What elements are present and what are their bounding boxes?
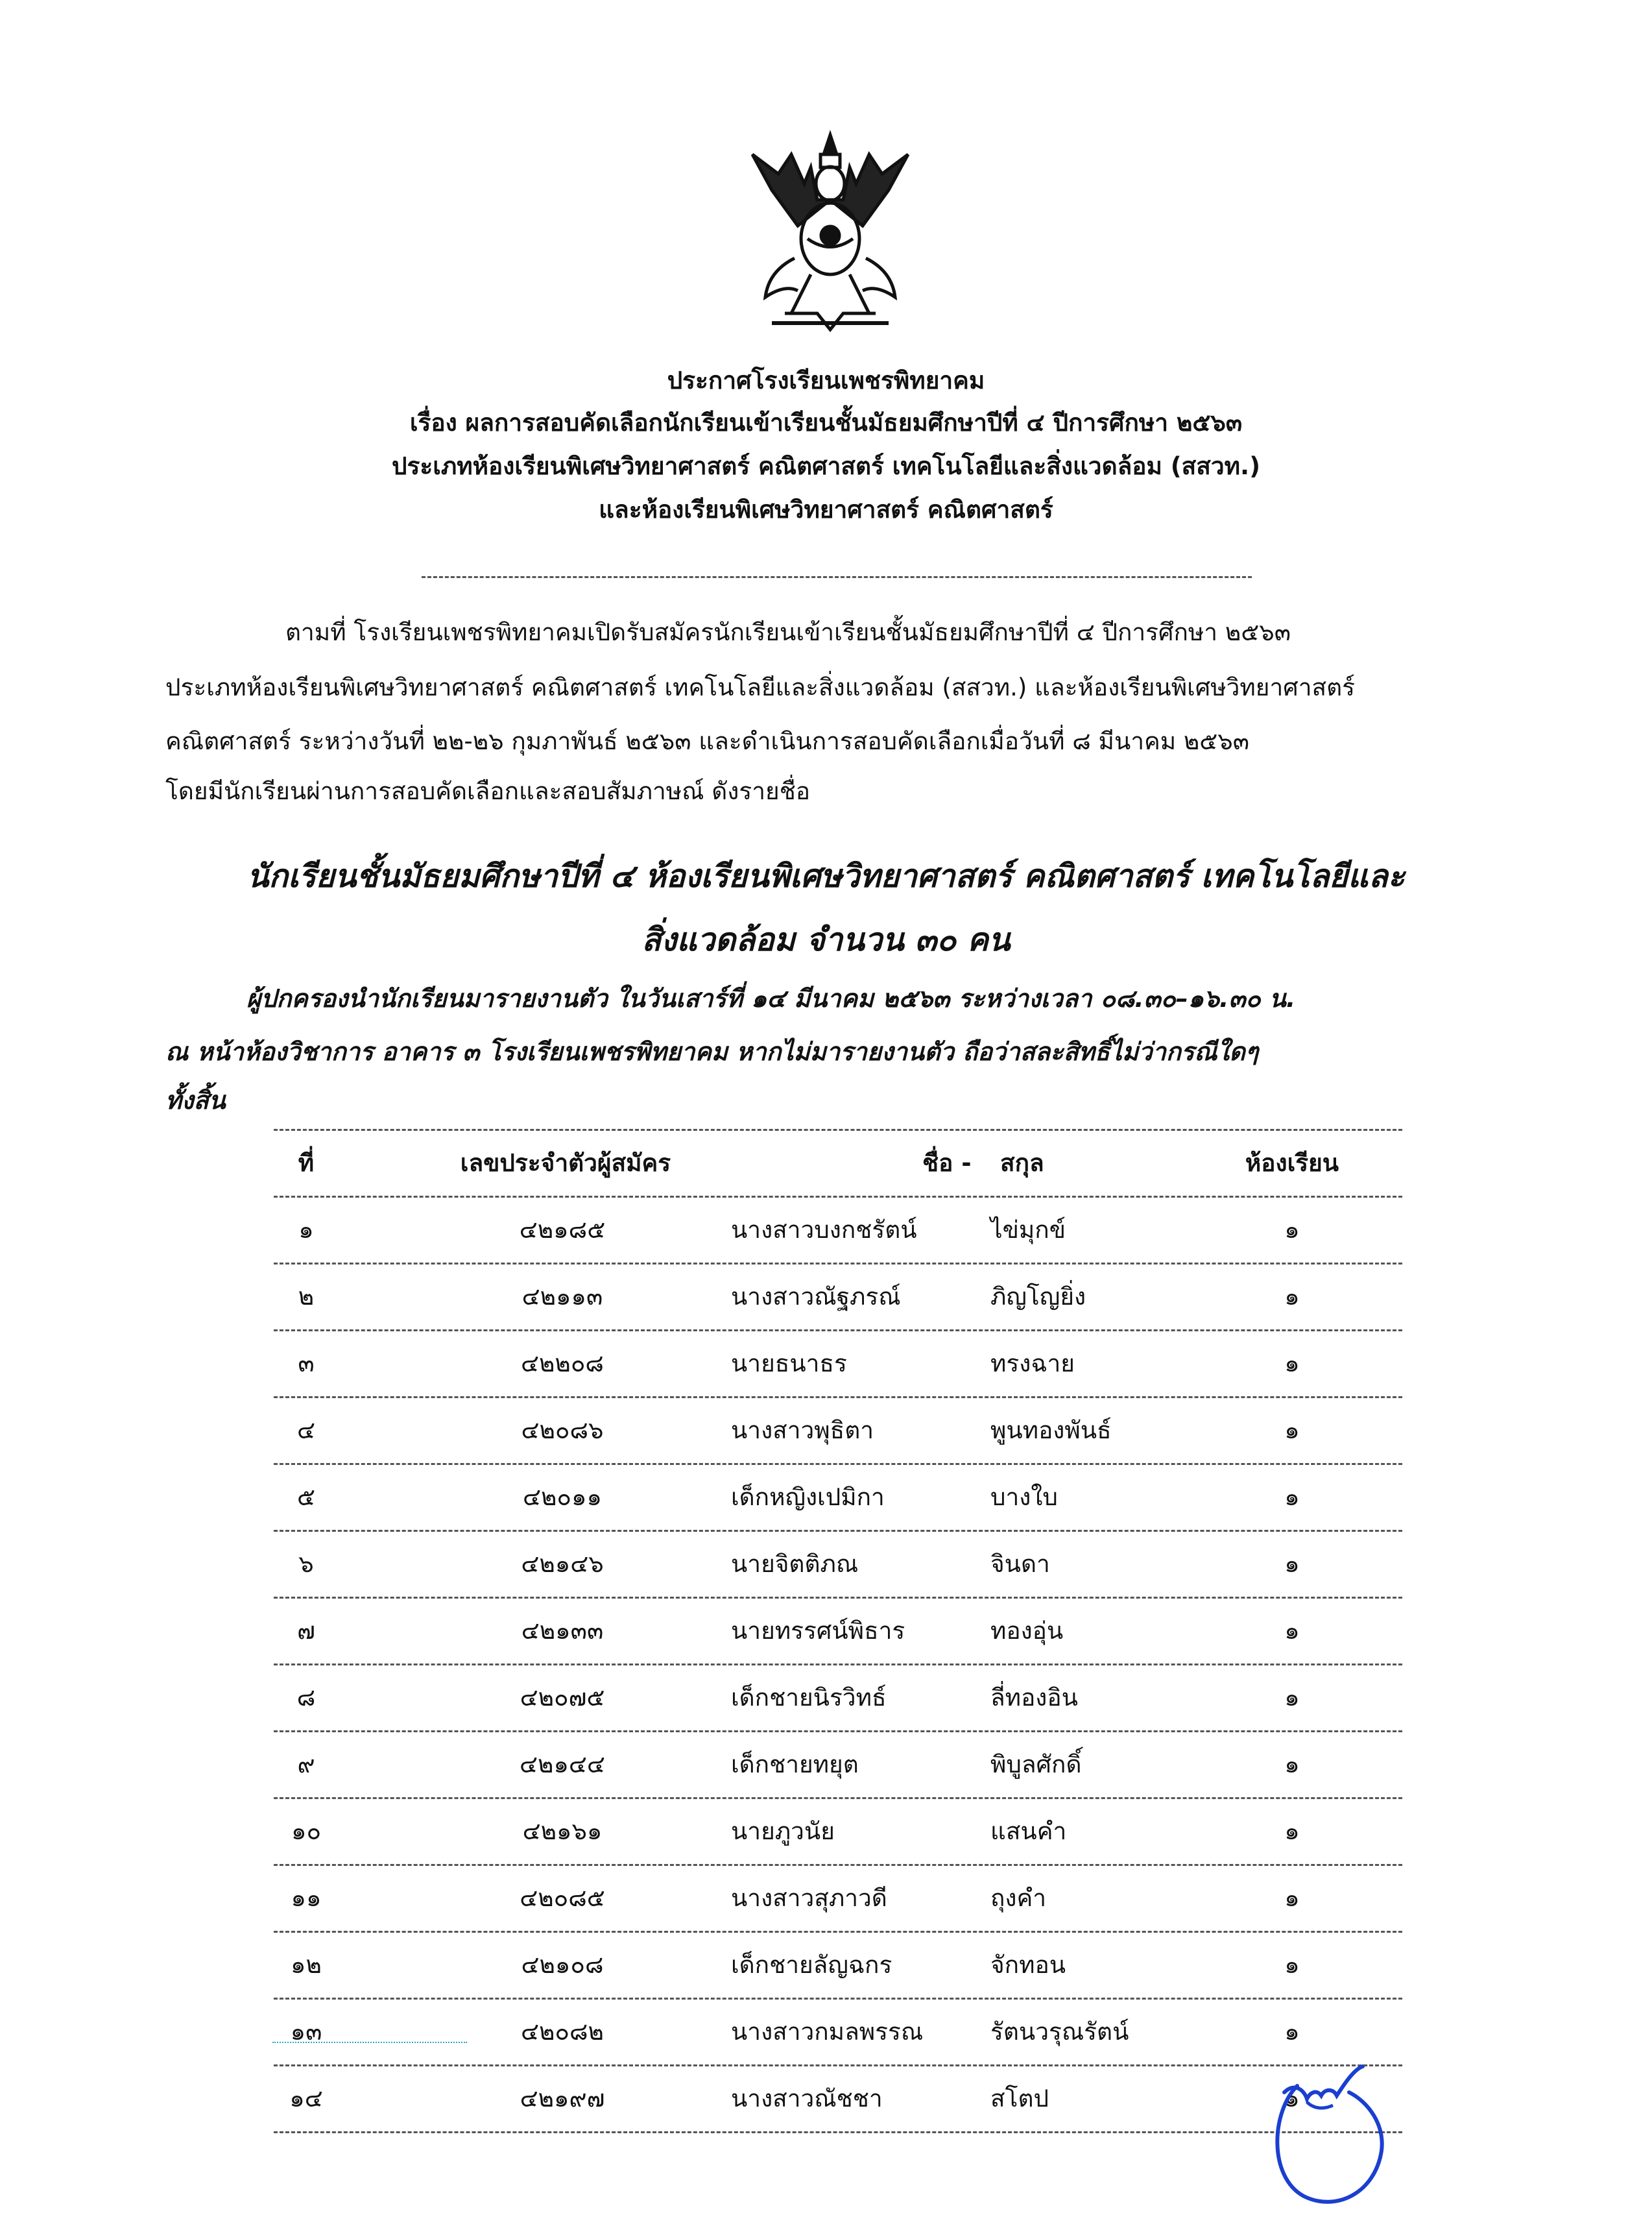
student-name: เด็กหญิงเปมิกา xyxy=(731,1483,885,1511)
subject-line: เรื่อง ผลการสอบคัดเลือกนักเรียนเข้าเรียนชั้นมัธยมศึกษาปีที่ ๔ ปีการศึกษา ๒๕๖๓ xyxy=(409,409,1243,437)
applicant-id: ๔๒๑๙๗ xyxy=(520,2085,605,2112)
student-surname: พูนทองพันธ์ xyxy=(990,1416,1112,1444)
results-table xyxy=(274,1129,1402,2133)
student-surname: พิบูลศักดิ์ xyxy=(990,1750,1082,1778)
student-name: นายทรรศน์พิธาร xyxy=(731,1617,905,1645)
applicant-id: ๔๒๒๐๘ xyxy=(521,1349,604,1377)
student-name: นายจิตติภณ xyxy=(731,1550,859,1578)
room-number: ๑ xyxy=(1284,1951,1300,1979)
row-number: ๕ xyxy=(296,1483,315,1511)
room-number: ๑ xyxy=(1284,1750,1300,1778)
table-row xyxy=(274,1933,1402,2000)
scan-mark xyxy=(272,2042,467,2043)
table-row xyxy=(274,1599,1402,1665)
body-line-1: ตามที่ โรงเรียนเพชรพิทยาคมเปิดรับสมัครนักเรียนเข้าเรียนชั้นมัธยมศึกษาปีที่ ๔ ปีการศึกษา ๒๕๖๓ xyxy=(285,618,1291,646)
applicant-id: ๔๒๐๘๒ xyxy=(521,2018,604,2046)
header-name: ชื่อ - xyxy=(922,1149,972,1177)
room-number: ๑ xyxy=(1284,1684,1300,1712)
program-line: ประเภทห้องเรียนพิเศษวิทยาศาสตร์ คณิตศาสตร์ เทคโนโลยีและสิ่งแวดล้อม (สสวท.) xyxy=(392,452,1260,480)
room-number: ๑ xyxy=(1284,2085,1300,2112)
room-number: ๑ xyxy=(1284,1550,1300,1578)
row-number: ๑๐ xyxy=(291,1817,322,1845)
body-line-3: คณิตศาสตร์ ระหว่างวันที่ ๒๒-๒๖ กุมภาพันธ์ ๒๕๖๓ และดำเนินการสอบคัดเลือกเมื่อวันที่ ๘ มีนาคม ๒๕๖๓ xyxy=(165,727,1250,755)
room-number: ๑ xyxy=(1284,1483,1300,1511)
header-room: ห้องเรียน xyxy=(1245,1149,1339,1177)
room-number: ๑ xyxy=(1284,1884,1300,1912)
table-row xyxy=(274,1732,1402,1799)
student-name: เด็กชายทยุต xyxy=(731,1750,859,1778)
row-number: ๑ xyxy=(298,1216,314,1244)
table-row xyxy=(274,2000,1402,2066)
student-surname: แสนคำ xyxy=(990,1817,1067,1845)
table-row xyxy=(274,1198,1402,1264)
student-surname: ลี่ทองอิน xyxy=(990,1684,1078,1712)
room-number: ๑ xyxy=(1284,2018,1300,2046)
header-divider xyxy=(422,576,1252,578)
signature-mark xyxy=(1258,2057,1420,2206)
applicant-id: ๔๒๐๑๑ xyxy=(523,1483,602,1511)
applicant-id: ๔๒๑๖๑ xyxy=(522,1817,603,1845)
row-number: ๗ xyxy=(297,1617,315,1645)
table-row xyxy=(274,1398,1402,1465)
room-number: ๑ xyxy=(1284,1416,1300,1444)
applicant-id: ๔๒๑๘๕ xyxy=(519,1216,606,1244)
student-name: เด็กชายลัญฉกร xyxy=(731,1951,892,1979)
applicant-id: ๔๒๑๑๓ xyxy=(521,1283,603,1311)
row-number: ๙ xyxy=(297,1750,315,1778)
row-number: ๖ xyxy=(298,1550,314,1578)
student-name: นายภูวนัย xyxy=(731,1817,835,1845)
student-surname: สโตป xyxy=(990,2085,1049,2112)
student-surname: จักทอน xyxy=(990,1951,1066,1979)
report-note-2: ณ หน้าห้องวิชาการ อาคาร ๓ โรงเรียนเพชรพิทยาคม หากไม่มารายงานตัว ถือว่าสละสิทธิ์ไม่ว่ากรณีใดๆ xyxy=(165,1037,1259,1066)
row-number: ๑๔ xyxy=(289,2085,323,2112)
student-name: นางสาวกมลพรรณ xyxy=(731,2018,924,2046)
student-surname: ไข่มุกข์ xyxy=(990,1216,1066,1244)
announcement-title: ประกาศโรงเรียนเพชรพิทยาคม xyxy=(667,367,985,394)
row-number: ๔ xyxy=(296,1416,315,1444)
room-number: ๑ xyxy=(1284,1216,1300,1244)
table-row xyxy=(274,2066,1402,2133)
student-surname: ถุงคำ xyxy=(990,1884,1046,1912)
student-name: นางสาวบงกชรัตน์ xyxy=(731,1216,917,1244)
student-surname: ภิญโญยิ่ง xyxy=(990,1283,1086,1311)
table-header xyxy=(274,1129,1402,1198)
student-name: นายธนาธร xyxy=(731,1349,847,1377)
room-number: ๑ xyxy=(1284,1617,1300,1645)
student-name: นางสาวณัฐภรณ์ xyxy=(731,1283,901,1311)
room-number: ๑ xyxy=(1284,1283,1300,1311)
row-number: ๒ xyxy=(298,1283,315,1311)
applicant-id: ๔๒๑๔๔ xyxy=(520,1750,605,1778)
row-number: ๑๒ xyxy=(291,1951,322,1979)
header-applicant-id: เลขประจำตัวผู้สมัคร xyxy=(460,1149,671,1177)
student-name: นางสาวสุภาวดี xyxy=(731,1884,887,1912)
row-number: ๑๑ xyxy=(291,1884,322,1912)
section-title-2: สิ่งแวดล้อม จำนวน ๓๐ คน xyxy=(641,921,1011,958)
applicant-id: ๔๒๑๐๘ xyxy=(521,1951,604,1979)
student-surname: ทองอุ่น xyxy=(990,1617,1064,1645)
student-name: นางสาวณัชชา xyxy=(731,2085,883,2112)
body-line-4: โดยมีนักเรียนผ่านการสอบคัดเลือกและสอบสัมภาษณ์ ดังรายชื่อ xyxy=(165,777,811,805)
applicant-id: ๔๒๐๘๖ xyxy=(521,1416,604,1444)
table-row xyxy=(274,1866,1402,1933)
row-number: ๘ xyxy=(296,1684,316,1712)
applicant-id: ๔๒๑๔๖ xyxy=(521,1550,604,1578)
applicant-id: ๔๒๑๓๓ xyxy=(521,1617,604,1645)
room-number: ๑ xyxy=(1284,1349,1300,1377)
table-row xyxy=(274,1665,1402,1732)
student-surname: รัตนวรุณรัตน์ xyxy=(990,2018,1129,2046)
table-row xyxy=(274,1532,1402,1599)
program-line-2: และห้องเรียนพิเศษวิทยาศาสตร์ คณิตศาสตร์ xyxy=(599,496,1053,524)
room-number: ๑ xyxy=(1284,1817,1300,1845)
table-row xyxy=(274,1465,1402,1532)
student-surname: ทรงฉาย xyxy=(990,1349,1075,1377)
body-line-2: ประเภทห้องเรียนพิเศษวิทยาศาสตร์ คณิตศาสตร์ เทคโนโลยีและสิ่งแวดล้อม (สสวท.) และห้องเรียนพิเศษวิทยาศาสตร์ xyxy=(165,673,1355,701)
applicant-id: ๔๒๐๗๕ xyxy=(520,1684,605,1712)
row-number: ๑๓ xyxy=(290,2018,322,2046)
table-row xyxy=(274,1331,1402,1398)
garuda-emblem-icon xyxy=(733,128,928,343)
section-title-1: นักเรียนชั้นมัธยมศึกษาปีที่ ๔ ห้องเรียนพิเศษวิทยาศาสตร์ คณิตศาสตร์ เทคโนโลยีและ xyxy=(246,858,1406,895)
table-row xyxy=(274,1799,1402,1866)
student-surname: บางใบ xyxy=(990,1483,1058,1511)
header-no: ที่ xyxy=(298,1149,315,1177)
student-name: นางสาวพุธิตา xyxy=(731,1416,874,1444)
report-note-1: ผู้ปกครองนำนักเรียนมารายงานตัว ในวันเสาร์ที่ ๑๔ มีนาคม ๒๕๖๓ ระหว่างเวลา ๐๘.๓๐–๑๖.๓๐ น. xyxy=(246,984,1296,1013)
student-name: เด็กชายนิรวิทธ์ xyxy=(731,1684,887,1712)
header-surname: สกุล xyxy=(1000,1149,1044,1177)
row-number: ๓ xyxy=(298,1349,315,1377)
student-surname: จินดา xyxy=(990,1550,1050,1578)
table-row xyxy=(274,1264,1402,1331)
report-note-3: ทั้งสิ้น xyxy=(165,1086,226,1115)
applicant-id: ๔๒๐๘๕ xyxy=(520,1884,605,1912)
